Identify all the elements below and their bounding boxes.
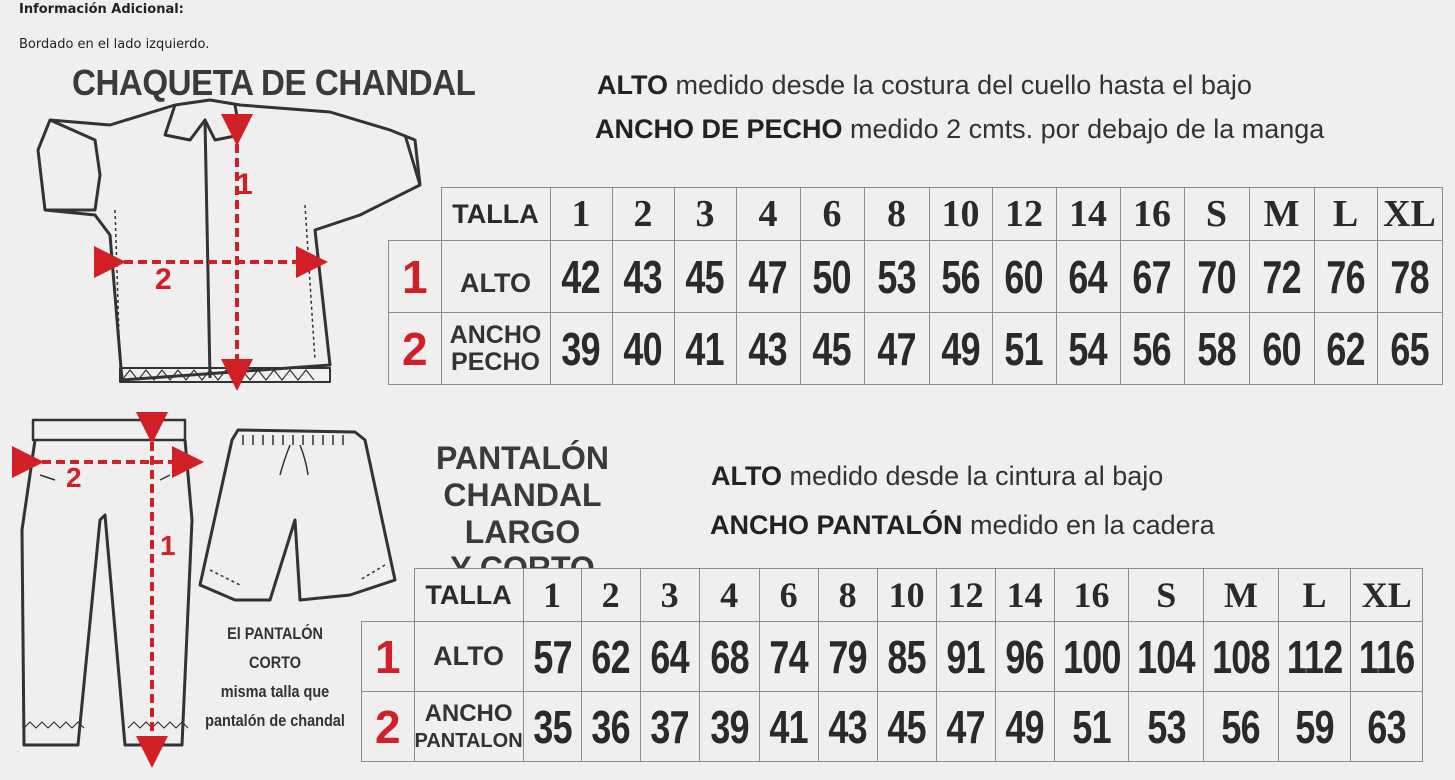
size-header: 16	[1054, 569, 1129, 622]
table-cell: 67	[1120, 241, 1184, 313]
size-header: 10	[929, 188, 992, 241]
table-cell: 62	[581, 622, 640, 692]
jacket-title: CHAQUETA DE CHANDAL	[72, 62, 476, 103]
table-cell: 100	[1054, 622, 1129, 692]
shorts-note	[203, 620, 348, 736]
row-label-line-2: PECHO	[451, 347, 540, 376]
size-header: 1	[550, 188, 612, 241]
table-row	[362, 692, 1423, 762]
shorts-note-line-2: misma talla que	[220, 681, 330, 701]
table-cell: 64	[640, 622, 699, 692]
table-cell: 41	[674, 313, 736, 385]
jacket-desc-2-bold: ANCHO DE PECHO	[595, 114, 843, 144]
table-cell: 72	[1249, 241, 1314, 313]
shorts-note-line-1: El PANTALÓN CORTO	[227, 624, 323, 672]
jacket-desc-2-rest: medido 2 cmts. por debajo de la manga	[842, 114, 1325, 144]
size-header: XL	[1377, 188, 1442, 241]
table-cell: 79	[818, 622, 877, 692]
table-cell: 43	[818, 692, 877, 762]
table-cell: 45	[800, 313, 864, 385]
size-header: L	[1314, 188, 1377, 241]
table-cell: 45	[877, 692, 936, 762]
row-index: 1	[362, 622, 415, 692]
table-cell: 56	[1120, 313, 1184, 385]
jacket-illustration	[38, 100, 420, 382]
table-cell: 78	[1377, 241, 1442, 313]
table-cell: 47	[736, 241, 800, 313]
jacket-desc-1-rest: medido desde la costura del cuello hasta el bajo	[668, 70, 1252, 100]
table-cell: 58	[1184, 313, 1249, 385]
row-label: ALTO	[441, 241, 550, 313]
table-cell: 68	[699, 622, 759, 692]
table-cell: 39	[550, 313, 612, 385]
pants-title-line-1: PANTALÓN	[435, 440, 609, 476]
table-header-row	[362, 569, 1423, 622]
size-header: 8	[864, 188, 929, 241]
pants-measurement-arrows	[28, 428, 188, 752]
table-cell: 56	[929, 241, 992, 313]
table-cell: 70	[1184, 241, 1249, 313]
table-cell: 42	[550, 241, 612, 313]
table-header-row	[389, 188, 1443, 241]
size-header: 2	[581, 569, 640, 622]
table-cell: 43	[736, 313, 800, 385]
jacket-desc-1	[597, 70, 1252, 101]
jacket-measurement-arrows	[110, 130, 312, 375]
table-cell: 60	[1249, 313, 1314, 385]
long-pants-illustration	[22, 420, 192, 745]
shorts-note-line-3: pantalón de chandal	[205, 710, 345, 730]
size-header: L	[1278, 569, 1350, 622]
table-cell: 39	[699, 692, 759, 762]
size-header: 10	[877, 569, 936, 622]
table-cell: 64	[1056, 241, 1120, 313]
talla-header: TALLA	[441, 188, 550, 241]
table-cell: 54	[1056, 313, 1120, 385]
table-row	[389, 313, 1443, 385]
table-cell: 91	[936, 622, 995, 692]
table-cell: 76	[1314, 241, 1377, 313]
table-cell: 53	[864, 241, 929, 313]
table-cell: 53	[1129, 692, 1204, 762]
table-cell: 41	[759, 692, 818, 762]
size-header: S	[1184, 188, 1249, 241]
size-header: 3	[674, 188, 736, 241]
table-cell: 96	[995, 622, 1054, 692]
pants-title-line-2: CHANDAL LARGO	[443, 476, 602, 550]
row-label	[441, 313, 550, 385]
table-cell: 59	[1278, 692, 1350, 762]
table-cell: 49	[929, 313, 992, 385]
jacket-size-table	[388, 187, 1443, 385]
table-cell: 56	[1204, 692, 1279, 762]
table-row	[389, 241, 1443, 313]
size-header: 6	[800, 188, 864, 241]
row-index: 2	[389, 313, 442, 385]
table-cell: 43	[612, 241, 674, 313]
table-cell: 51	[1054, 692, 1129, 762]
table-cell: 62	[1314, 313, 1377, 385]
table-cell: 40	[612, 313, 674, 385]
table-cell: 35	[523, 692, 581, 762]
size-header: 1	[523, 569, 581, 622]
pants-desc-2-rest: medido en la cadera	[962, 510, 1215, 540]
size-header: 14	[1056, 188, 1120, 241]
table-cell: 50	[800, 241, 864, 313]
pants-marker-1: 1	[160, 530, 176, 561]
pants-desc-1-rest: medido desde la cintura al bajo	[782, 461, 1164, 491]
size-header: 14	[995, 569, 1054, 622]
size-header: 12	[992, 188, 1056, 241]
size-header: 12	[936, 569, 995, 622]
size-header: 6	[759, 569, 818, 622]
table-row	[362, 622, 1423, 692]
row-index: 1	[389, 241, 442, 313]
info-title: Información Adicional:	[19, 2, 184, 17]
pants-desc-1	[711, 461, 1163, 492]
table-cell: 47	[864, 313, 929, 385]
jacket-marker-1: 1	[236, 168, 253, 201]
table-cell: 63	[1351, 692, 1423, 762]
table-cell: 74	[759, 622, 818, 692]
size-header: 2	[612, 188, 674, 241]
table-cell: 116	[1351, 622, 1423, 692]
pants-desc-2-bold: ANCHO PANTALÓN	[710, 510, 963, 540]
info-text: Bordado en el lado izquierdo.	[19, 37, 210, 52]
size-header: 4	[736, 188, 800, 241]
row-label: ALTO	[414, 622, 523, 692]
jacket-marker-2: 2	[155, 263, 172, 296]
table-corner	[389, 188, 442, 241]
size-header: 3	[640, 569, 699, 622]
table-cell: 108	[1204, 622, 1279, 692]
table-cell: 112	[1278, 622, 1350, 692]
jacket-desc-1-bold: ALTO	[597, 70, 668, 100]
table-cell: 51	[992, 313, 1056, 385]
table-cell: 49	[995, 692, 1054, 762]
table-cell: 47	[936, 692, 995, 762]
jacket-desc-2	[595, 114, 1324, 145]
row-label	[414, 692, 523, 762]
row-label-line-2: PANTALON	[414, 729, 523, 752]
pants-size-table	[361, 568, 1423, 762]
table-cell: 37	[640, 692, 699, 762]
table-cell: 57	[523, 622, 581, 692]
table-cell: 85	[877, 622, 936, 692]
size-header: S	[1129, 569, 1204, 622]
row-label-line-1: ANCHO	[449, 321, 542, 350]
size-header: M	[1249, 188, 1314, 241]
size-header: M	[1204, 569, 1279, 622]
table-cell: 45	[674, 241, 736, 313]
size-header: XL	[1351, 569, 1423, 622]
row-label-line-1: ANCHO	[424, 700, 513, 728]
table-cell: 60	[992, 241, 1056, 313]
table-cell: 36	[581, 692, 640, 762]
table-cell: 65	[1377, 313, 1442, 385]
pants-marker-2: 2	[66, 462, 82, 493]
talla-header: TALLA	[414, 569, 523, 622]
pants-desc-1-bold: ALTO	[711, 461, 782, 491]
size-header: 4	[699, 569, 759, 622]
size-header: 16	[1120, 188, 1184, 241]
table-corner	[362, 569, 415, 622]
size-header: 8	[818, 569, 877, 622]
pants-title	[385, 440, 660, 587]
row-index: 2	[362, 692, 415, 762]
table-cell: 104	[1129, 622, 1204, 692]
pants-desc-2	[710, 510, 1215, 541]
